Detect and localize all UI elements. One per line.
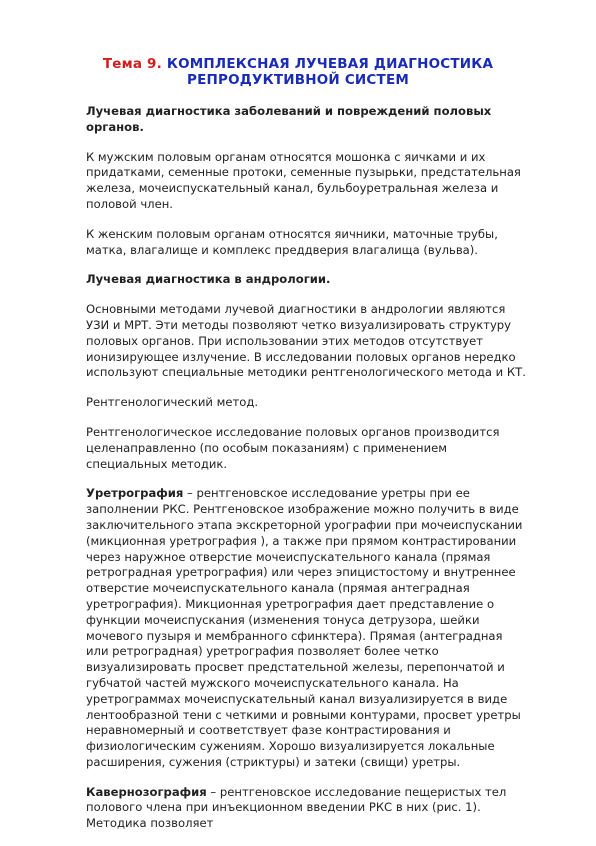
- paragraph-xray-heading: Рентгенологический метод.: [86, 395, 259, 410]
- term-cavernography: Кавернозография: [86, 784, 207, 799]
- title-line-2: РЕПРОДУКТИВНОЙ СИСТЕМ: [187, 72, 409, 88]
- topic-label: Тема 9.: [102, 56, 162, 72]
- title-text-1: КОМПЛЕКСНАЯ ЛУЧЕВАЯ ДИАГНОСТИКА: [166, 56, 494, 72]
- section-heading-andrology: Лучевая диагностика в андрологии.: [86, 272, 331, 287]
- page-title: [0, 56, 596, 88]
- term-urethrography: Уретрография: [86, 486, 184, 501]
- paragraph-xray-text: Рентгенологическое исследование половых органов производится целенаправленно (по особым показаниям) с применением специальных методик.: [86, 424, 500, 471]
- document-body: [86, 104, 526, 846]
- paragraph-urethrography: [86, 486, 526, 770]
- title-line-1: [0, 56, 596, 72]
- paragraph-cavernography: [86, 785, 526, 832]
- section-heading-diagnostics: Лучевая диагностика заболеваний и повреждений половых органов.: [86, 104, 492, 134]
- urethrography-text: – рентгеновское исследование уретры при ее заполнении РКС. Рентгеновское изображение можно получить в виде заключительного этапа экскреторной урографии при мочеиспускании (микционная уретрография ), а также при прямом контрастировании через наружное отверстие мочеиспускательного канала (прямая ретроградная уретрография) или через эпицистостому и внутреннее отверстие мочеиспускательного канала (прямая антеградная уретрография). Микционная уретрография дает представление о функции мочеиспускания (изменения тонуса детрузора, шейки мочевого пузыря и мембранного сфинктера). Прямая (антеградная или ретроградная) уретрография позволяет более четко визуализировать просвет предстательной железы, перепончатой и губчатой частей мужского мочеиспускательного канала. На уретрограммах мочеиспускательный канал визуализируется в виде лентообразной тени с четкими и ровными контурами, просвет уретры неравномерный и соответствует фазе контрастирования и физиологическим сужениям. Хорошо визуализируется локальные расширения, сужения (стриктуры) и затеки (свищи) уретры.: [86, 486, 523, 769]
- paragraph-female-organs: К женским половым органам относятся яичники, маточные трубы, матка, влагалище и комплекс преддверия влагалища (вульва).: [86, 226, 498, 257]
- paragraph-male-organs: К мужским половым органам относятся мошонка с яичками и их придатками, семенные протоки, семенные пузырьки, предстательная железа, мочеиспускательный канал, бульбоуретральная железа и половой член.: [86, 149, 521, 211]
- paragraph-methods: Основными методами лучевой диагностики в андрологии являются УЗИ и МРТ. Эти методы позволяют четко визуализировать структуру половых органов. При использовании этих методов отсутствует ионизирующее излучение. В исследовании половых органов нередко используют специальные методики рентгенологического метода и КТ.: [86, 302, 526, 380]
- cavernography-text: – рентгеновское исследование пещеристых тел полового члена при инъекционном введении РКС в них (рис. 1). Методика позволяет: [86, 784, 507, 831]
